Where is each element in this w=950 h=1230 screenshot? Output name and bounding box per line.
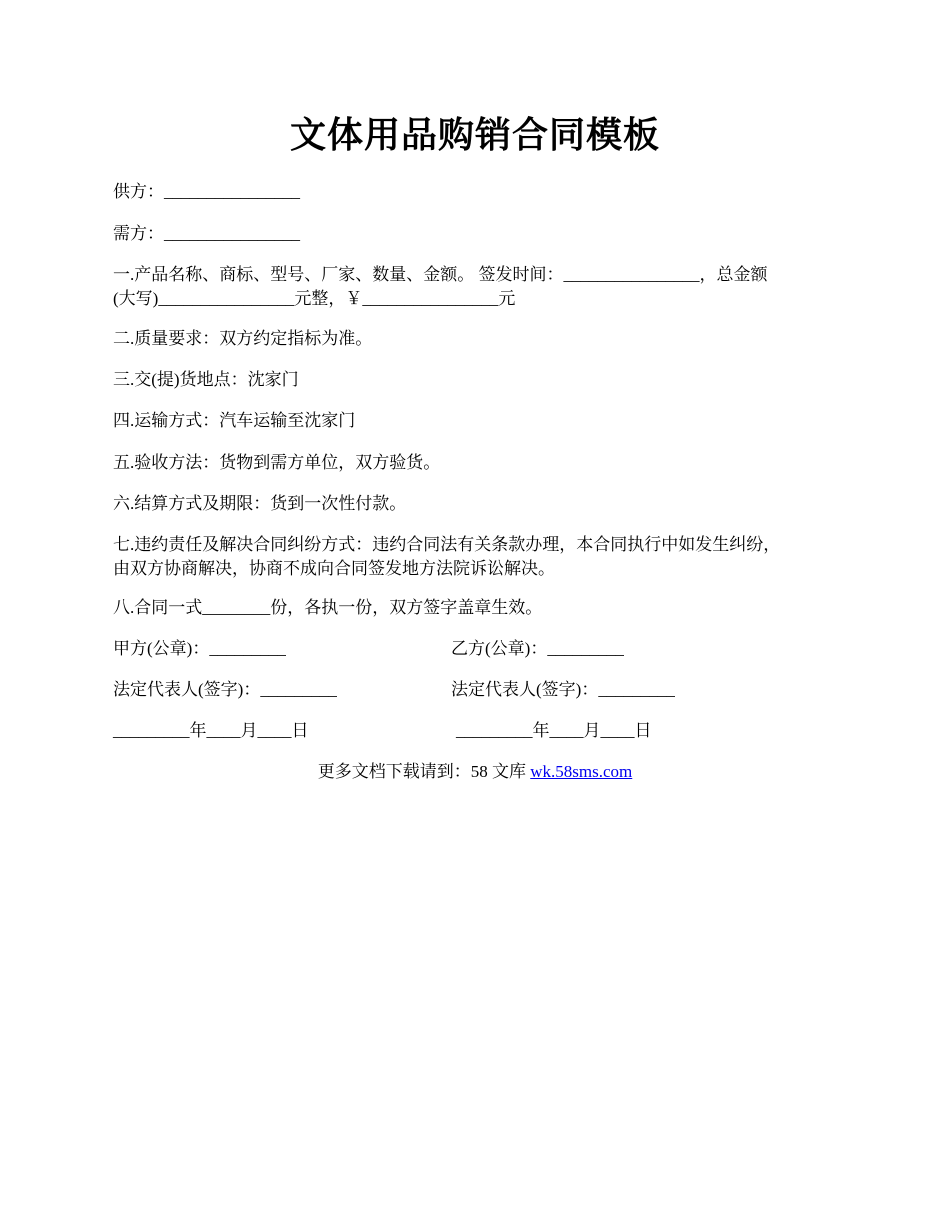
page-title: 文体用品购销合同模板 <box>289 115 660 156</box>
party-b-representative: 法定代表人(签字)：_________ <box>451 680 675 699</box>
clause-7-line-1: 七.违约责任及解决合同纠纷方式：违约合同法有关条款办理，本合同执行中如发生纠纷， <box>113 535 781 554</box>
party-a-representative: 法定代表人(签字)：_________ <box>113 680 337 699</box>
buyer-line: 需方：________________ <box>113 224 300 243</box>
clause-1-line-1: 一.产品名称、商标、型号、厂家、数量、金额。 签发时间：________________，总金额 <box>113 265 768 284</box>
clause-5: 五.验收方法：货物到需方单位，双方验货。 <box>113 453 441 472</box>
party-a-seal: 甲方(公章)：_________ <box>113 639 286 658</box>
footer <box>0 760 950 784</box>
party-a-date: _________年____月____日 <box>113 721 309 740</box>
clause-2: 二.质量要求：双方约定指标为准。 <box>113 329 373 348</box>
footer-link[interactable]: wk.58sms.com <box>530 762 633 781</box>
clause-6: 六.结算方式及期限：货到一次性付款。 <box>113 494 407 513</box>
clause-3: 三.交(提)货地点：沈家门 <box>113 370 299 389</box>
clause-7-line-2: 由双方协商解决，协商不成向合同签发地方法院诉讼解决。 <box>113 559 555 578</box>
party-b-date: _________年____月____日 <box>456 721 652 740</box>
clause-1-line-2: (大写)________________元整，￥________________元 <box>113 289 516 308</box>
clause-4: 四.运输方式：汽车运输至沈家门 <box>113 411 356 430</box>
supplier-line: 供方：________________ <box>113 182 300 201</box>
footer-text: 更多文档下载请到：58 文库 <box>317 762 531 781</box>
clause-8: 八.合同一式________份，各执一份，双方签字盖章生效。 <box>113 598 543 617</box>
party-b-seal: 乙方(公章)：_________ <box>451 639 624 658</box>
